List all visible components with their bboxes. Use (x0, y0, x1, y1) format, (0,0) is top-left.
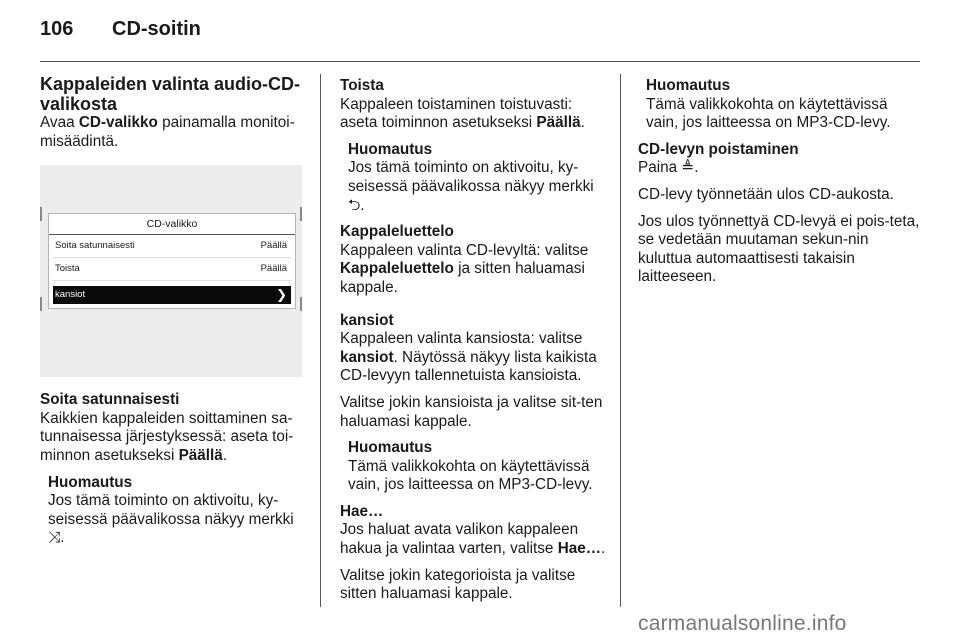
bracket-tick (300, 297, 302, 311)
folders-text-2: Valitse jokin kansioista ja valitse sit-ten haluamasi kappale. (340, 393, 603, 430)
search-text-2: Valitse jokin kategorioista ja valitse sitten haluamasi kappale. (340, 566, 576, 603)
intro-paragraph: Avaa CD-valikko painamalla monitoi-misäädintä. (40, 114, 295, 150)
cd-menu-screen (48, 213, 296, 309)
cd-menu-figure (40, 165, 302, 377)
menu-item-folders[interactable]: kansiot ❯ (53, 286, 291, 304)
bracket-tick (40, 297, 42, 311)
page-number: 106 (40, 18, 74, 40)
repeat-text: Kappaleen toistaminen toistuvasti: aseta toiminnon asetukseksi Päällä. (340, 95, 585, 132)
repeat-heading: Toista (340, 77, 384, 94)
cd-menu-title: CD-valikko (49, 214, 295, 235)
shuffle-text: Kaikkien kappaleiden soittaminen sa-tunnaisessa järjestyksessä: aseta toi-minnon asetukseksi Päällä. (40, 409, 294, 464)
eject-text-2: CD-levy työnnetään ulos CD-aukosta. (638, 185, 894, 203)
column-1 (40, 74, 308, 548)
note-title: Huomautus (48, 473, 133, 491)
note-text: Tämä valikkokohta on käytettävissä vain, jos laitteessa on MP3-CD-levy. (646, 95, 891, 132)
folders-heading: kansiot (340, 311, 394, 329)
column-divider-2 (620, 74, 621, 607)
eject-heading: CD-levyn poistaminen (638, 140, 799, 158)
section-title: Kappaleiden valinta audio-CD-valikosta (40, 74, 301, 114)
note-title: Huomautus (348, 140, 433, 158)
note-box (48, 474, 308, 548)
search-heading: Hae… (340, 502, 384, 520)
bracket-tick (300, 207, 302, 221)
note-box (348, 439, 610, 495)
note-box (646, 77, 920, 133)
column-divider-1 (320, 74, 321, 607)
repeat-icon: ⮌ (348, 196, 361, 214)
chapter-title: CD-soitin (112, 18, 201, 40)
note-text: Jos tämä toiminto on aktivoitu, ky-seisessä päävalikossa näkyy merkki ⤨. (48, 492, 294, 547)
note-text: Tämä valikkokohta on käytettävissä vain, jos laitteessa on MP3-CD-levy. (348, 457, 593, 494)
watermark: carmanualsonline.info (638, 612, 847, 635)
page-header (40, 18, 920, 48)
tracklist-heading: Kappaleluettelo (340, 223, 454, 241)
bracket-tick (40, 207, 42, 221)
note-box (348, 141, 610, 215)
note-title: Huomautus (646, 77, 731, 94)
chevron-right-icon: ❯ (276, 287, 287, 303)
column-2 (340, 77, 610, 604)
tracklist-text: Kappaleen valinta CD-levyltä: valitse Kappaleluettelo ja sitten haluamasi kappale. (340, 241, 589, 296)
note-text: Jos tämä toiminto on aktivoitu, ky-seisessä päävalikossa näkyy merkki ⮌. (348, 159, 594, 214)
menu-item-repeat[interactable]: Toista Päällä (53, 258, 291, 281)
column-3 (638, 77, 920, 287)
search-text: Jos haluat avata valikon kappaleen hakua ja valintaa varten, valitse Hae…. (340, 521, 606, 558)
eject-text-3: Jos ulos työnnettyä CD-levyä ei pois-teta, se vedetään muutaman sekun-nin kuluttua automaattisesti takaisin laitteeseen. (638, 212, 920, 286)
note-title: Huomautus (348, 439, 433, 457)
shuffle-heading: Soita satunnaisesti (40, 391, 180, 409)
header-rule (40, 61, 920, 62)
eject-text: Paina ≜. (638, 159, 699, 177)
eject-icon: ≜ (681, 159, 695, 177)
shuffle-icon: ⤨ (48, 529, 61, 547)
menu-item-shuffle[interactable]: Soita satunnaisesti Päällä (53, 235, 291, 258)
folders-text: Kappaleen valinta kansiosta: valitse kansiot. Näytössä näkyy lista kaikista CD-levyyn tallennetuista kansioista. (340, 330, 597, 385)
